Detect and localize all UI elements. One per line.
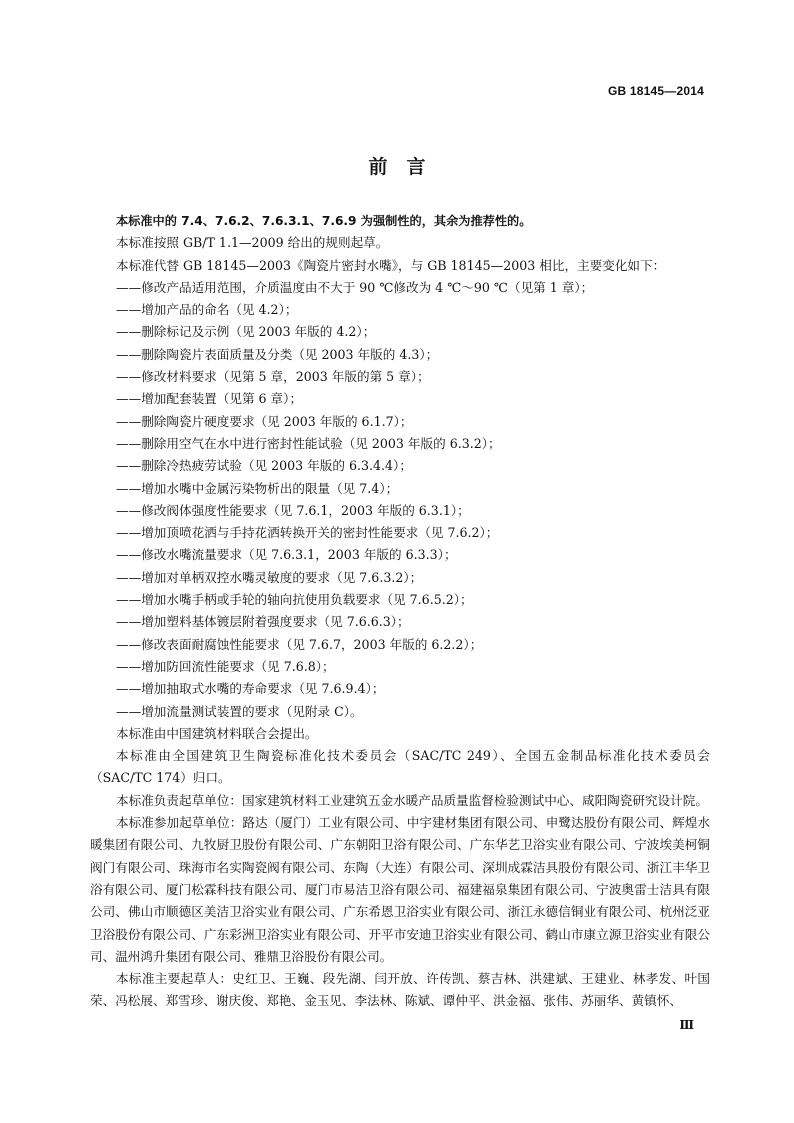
list-item: ——增加配套装置（见第 6 章）； [116, 391, 303, 407]
list-item: ——删除冷热疲劳试验（见 2003 年版的 6.3.4.4）； [116, 458, 412, 474]
committee-paragraph: 本标准由全国建筑卫生陶瓷标准化技术委员会（SAC/TC 249）、全国五金制品标准化技术委员会（SAC/TC 174）归口。 [90, 748, 710, 786]
list-item: ——修改水嘴流量要求（见 7.6.3.1，2003 年版的 6.3.3）； [116, 547, 457, 563]
list-item: ——增加抽取式水嘴的寿命要求（见 7.6.9.4）； [116, 681, 385, 697]
list-item: ——修改表面耐腐蚀性能要求（见 7.6.7，2003 年版的 6.2.2）； [116, 636, 483, 652]
replacement-paragraph: 本标准代替 GB 18145—2003《陶瓷片密封水嘴》，与 GB 18145—2003 相比，主要变化如下： [116, 257, 666, 273]
list-item: ——删除标记及示例（见 2003 年版的 4.2）； [116, 324, 376, 340]
list-item: ——修改材料要求（见第 5 章，2003 年版的第 5 章）； [116, 369, 430, 385]
list-item: ——删除陶瓷片表面质量及分类（见 2003 年版的 4.3）； [116, 346, 439, 362]
list-item: ——增加顶喷花洒与手持花洒转换开关的密封性能要求（见 7.6.2）； [116, 525, 499, 541]
proposer-paragraph: 本标准由中国建筑材料联合会提出。 [116, 725, 318, 741]
list-item: ——增加产品的命名（见 4.2）； [116, 302, 298, 318]
list-item: ——增加防回流性能要求（见 7.6.8）； [116, 658, 335, 674]
list-item: ——增加水嘴中金属污染物析出的限量（见 7.4）； [116, 480, 399, 496]
page-title: 前 言 [368, 156, 426, 178]
list-item: ——增加水嘴手柄或手轮的轴向抗使用负载要求（见 7.6.5.2）； [116, 592, 473, 608]
list-item: ——删除陶瓷片硬度要求（见 2003 年版的 6.1.7）； [116, 413, 413, 429]
drafting-rules-paragraph: 本标准按照 GB/T 1.1—2009 给出的规则起草。 [116, 235, 389, 251]
list-item: ——修改产品适用范围，介质温度由不大于 90 ℃修改为 4 ℃～90 ℃（见第 1 章）； [116, 279, 594, 295]
list-item: ——修改阀体强度性能要求（见 7.6.1，2003 年版的 6.3.1）； [116, 502, 470, 518]
standard-code: GB 18145—2014 [608, 84, 704, 98]
list-item: ——增加塑料基体镀层附着强度要求（见 7.6.6.3）； [116, 614, 410, 630]
mandatory-clause-paragraph: 本标准中的 7.4、7.6.2、7.6.3.1、7.6.9 为强制性的，其余为推荐性的。 [116, 214, 532, 228]
list-item: ——增加对单柄双控水嘴灵敏度的要求（见 7.6.3.2）； [116, 569, 423, 585]
participating-drafters-paragraph: 本标准参加起草单位：路达（厦门）工业有限公司、中宇建材集团有限公司、申鹭达股份有限公司、辉煌水暖集团有限公司、九牧厨卫股份有限公司、广东朝阳卫浴有限公司、广东华艺卫浴实业有限公司、宁波埃美柯铜阀门有限公司、珠海市名实陶瓷阀有限公司、东陶（大连）有限公司、深圳成霖洁具股份有限公司、浙江丰华卫浴有限公司、厦门松霖科技有限公司、厦门市易洁卫浴有限公司、福建福泉集团有限公司、宁波奥雷士洁具有限公司、佛山市顺德区美洁卫浴实业有限公司、广东希恩卫浴实业有限公司、浙江永德信铜业有限公司、杭州泛亚卫浴股份有限公司、广东彩洲卫浴实业有限公司、开平市安迪卫浴实业有限公司、鹤山市康立源卫浴实业有限公司、温州鸿升集团有限公司、雅鼎卫浴股份有限公司。 [90, 815, 710, 964]
lead-drafter-paragraph: 本标准负责起草单位：国家建筑材料工业建筑五金水暖产品质量监督检验测试中心、咸阳陶瓷研究设计院。 [116, 792, 708, 808]
main-drafters-paragraph: 本标准主要起草人：史红卫、王巍、段先湖、闫开放、许传凯、蔡吉林、洪建斌、王建业、林孝发、叶国荣、冯松展、郑雪珍、谢庆俊、郑艳、金玉见、李法林、陈斌、谭仲平、洪金福、张伟、苏丽华、黄镇怀、 [90, 971, 710, 1009]
page-number: Ⅲ [679, 1018, 694, 1032]
foreword-body [90, 210, 710, 1013]
changes-list [90, 277, 710, 723]
list-item: ——删除用空气在水中进行密封性能试验（见 2003 年版的 6.3.2）； [116, 435, 501, 451]
list-item: ——增加流量测试装置的要求（见附录 C）。 [116, 703, 363, 719]
